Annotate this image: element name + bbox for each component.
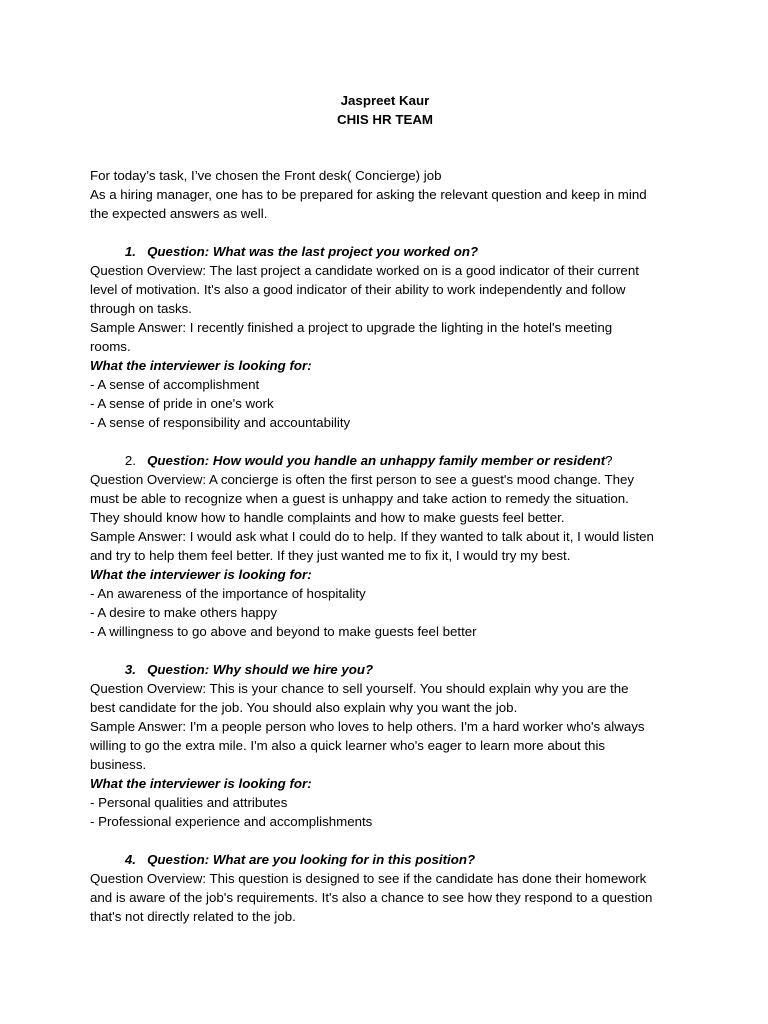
looking-for-point: - A desire to make others happy — [90, 605, 278, 620]
question-title-tail: ? — [605, 453, 613, 468]
overview-line: best candidate for the job. You should also explain why you want the job. — [90, 700, 518, 715]
question-title: Question: How would you handle an unhappy family member or resident — [147, 453, 606, 468]
intro-line: For today’s task, I’ve chosen the Front desk( Concierge) job — [90, 168, 442, 183]
question-section-1 — [90, 242, 680, 432]
question-number: 2. — [124, 453, 136, 468]
question-number: 3. — [124, 662, 136, 677]
question-heading — [90, 660, 680, 679]
overview-line: that's not directly related to the job. — [90, 909, 296, 924]
question-title: Question: What was the last project you worked on? — [147, 244, 479, 259]
intro-line: the expected answers as well. — [90, 206, 268, 221]
question-number: 4. — [124, 852, 136, 867]
overview-line: Question Overview: A concierge is often the first person to see a guest's mood change. They — [90, 472, 635, 487]
sample-answer-line: willing to go the extra mile. I'm also a quick learner who's eager to learn more about this — [90, 738, 606, 753]
looking-for-label: What the interviewer is looking for: — [90, 776, 312, 791]
overview-line: must be able to recognize when a guest is unhappy and take action to remedy the situation. — [90, 491, 629, 506]
looking-for-point: - Personal qualities and attributes — [90, 795, 288, 810]
sample-answer-line: Sample Answer: I recently finished a project to upgrade the lighting in the hotel's meeting — [90, 320, 613, 335]
sample-answer-line: and try to help them feel better. If they just wanted me to fix it, I would try my best. — [90, 548, 571, 563]
looking-for-label: What the interviewer is looking for: — [90, 358, 312, 373]
question-section-4 — [90, 850, 680, 926]
overview-line: through on tasks. — [90, 301, 193, 316]
looking-for-point: - A sense of pride in one's work — [90, 396, 274, 411]
sample-answer-line: business. — [90, 757, 147, 772]
looking-for-point: - Professional experience and accomplishments — [90, 814, 373, 829]
overview-line: level of motivation. It's also a good indicator of their ability to work independently and follow — [90, 282, 626, 297]
question-number: 1. — [124, 244, 136, 259]
overview-line: Question Overview: This question is designed to see if the candidate has done their homework — [90, 871, 647, 886]
looking-for-point: - A sense of accomplishment — [90, 377, 260, 392]
overview-line: Question Overview: This is your chance to sell yourself. You should explain why you are the — [90, 681, 629, 696]
sample-answer-line: Sample Answer: I'm a people person who loves to help others. I'm a hard worker who's always — [90, 719, 645, 734]
question-section-3 — [90, 660, 680, 831]
looking-for-point: - A sense of responsibility and accountability — [90, 415, 351, 430]
looking-for-label: What the interviewer is looking for: — [90, 567, 312, 582]
looking-for-point: - An awareness of the importance of hospitality — [90, 586, 366, 601]
document-page — [90, 91, 680, 926]
team-name: CHIS HR TEAM — [336, 112, 434, 127]
intro-paragraph — [90, 166, 680, 223]
question-heading — [90, 242, 680, 261]
document-header — [90, 91, 680, 129]
overview-line: and is aware of the job's requirements. It's also a chance to see how they respond to a question — [90, 890, 653, 905]
question-heading — [90, 850, 680, 869]
author-name: Jaspreet Kaur — [340, 93, 430, 108]
overview-line: They should know how to handle complaints and how to make guests feel better. — [90, 510, 565, 525]
looking-for-point: - A willingness to go above and beyond to make guests feel better — [90, 624, 477, 639]
question-section-2 — [90, 451, 680, 641]
intro-line: As a hiring manager, one has to be prepared for asking the relevant question and keep in mind — [90, 187, 647, 202]
overview-line: Question Overview: The last project a candidate worked on is a good indicator of their current — [90, 263, 639, 278]
sample-answer-line: rooms. — [90, 339, 131, 354]
question-heading — [90, 451, 680, 470]
question-title: Question: What are you looking for in this position? — [147, 852, 476, 867]
sample-answer-line: Sample Answer: I would ask what I could do to help. If they wanted to talk about it, I would listen — [90, 529, 654, 544]
question-title: Question: Why should we hire you? — [147, 662, 374, 677]
